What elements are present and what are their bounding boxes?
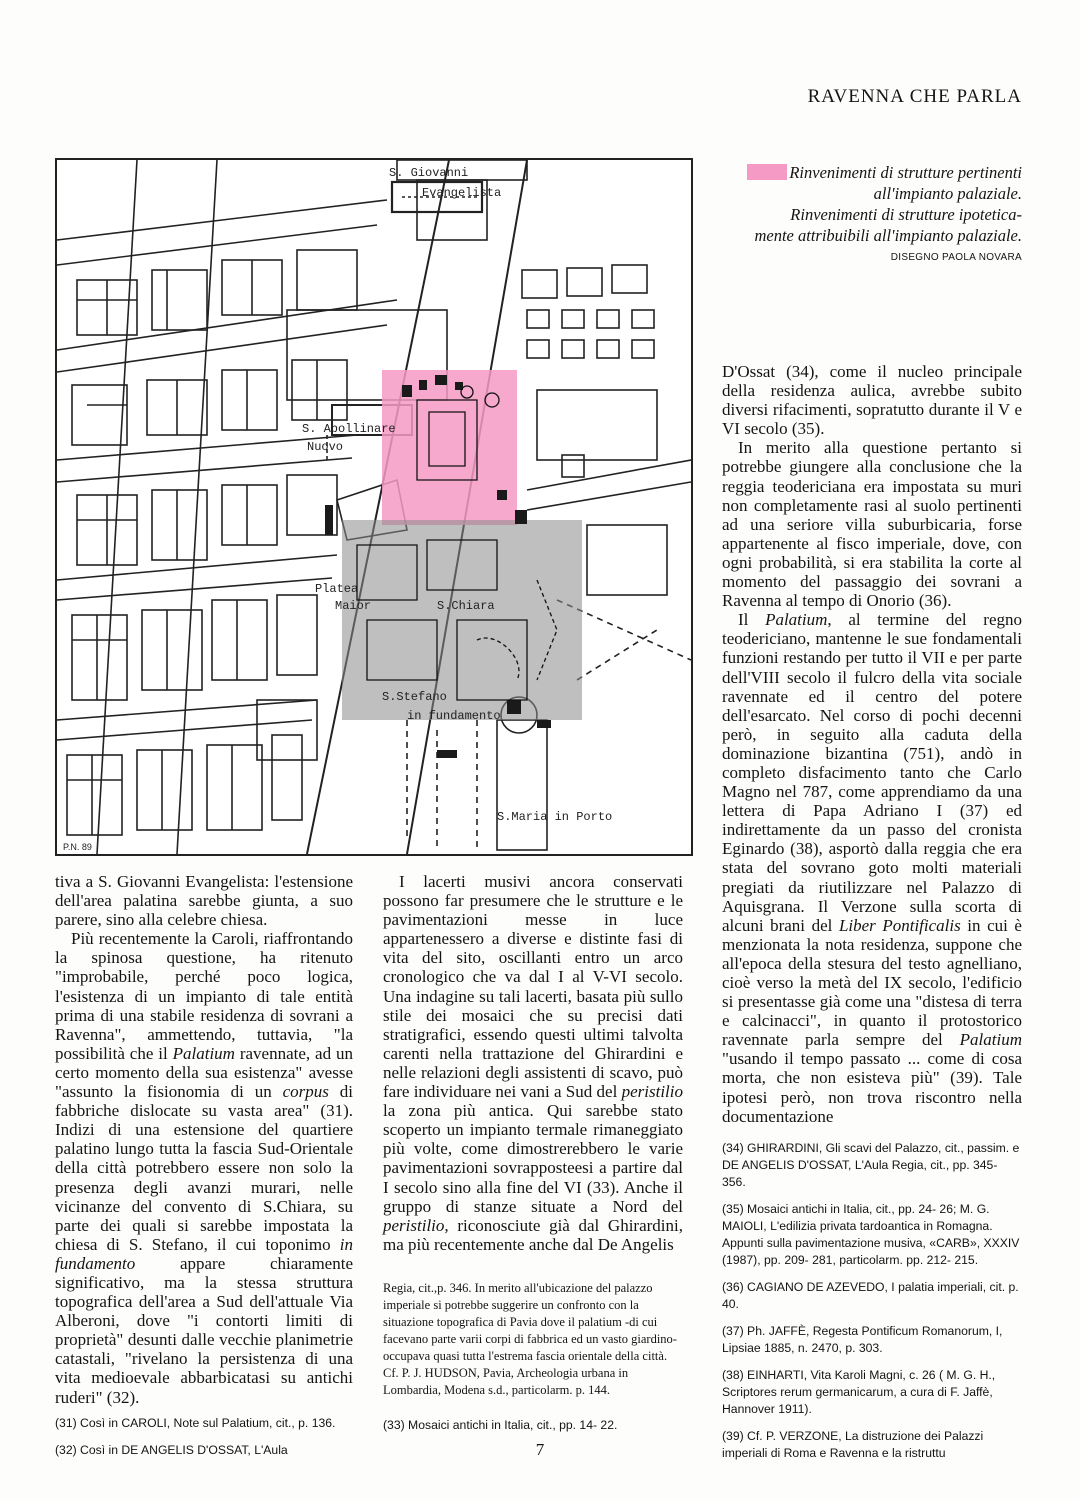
legend-line-1: Rinvenimenti di strutture pertinenti — [722, 162, 1022, 183]
column-2 — [383, 872, 683, 1444]
map-label-stefano-2: in fundamento — [407, 709, 501, 723]
col3-para-3: Il Palatium, al termine del regno teodericiano, mantenne le sue fondamentali funzioni restando per tutto il VII e per parte dell'VIII secolo il fulcro della vita sociale ravennate ed il centro del potere dell'esarcato. Nel corso di pochi decenni però, in seguito alla caduta della dominazione bizantina (751), andò in completo disfacimento tanto che Carlo Magno nel 787, come apprendiamo da una lettera di Papa Adriano I (37) ed indirettamente da un passo del cronista Eginardo (38), asportò dalla reggia che era stata del sovrano goto molti materiali pregiati da riutilizzare nel Palazzo di Aquisgrana. Il Verzone sulla scorta di alcuni brani del Liber Pontificalis in cui è menzionata la nota residenza, suppone che all'epoca della stesura del testo agnelliano, cioè verso la metà del IX secolo, l'edificio si presentasse già come una "distesa di terra e calcinacci", in quanto il protostorico ravennate parla sempre del Palatium "usando il tempo passato ... come di cosa morta, che non esisteva più" (39). Tale ipotesi però, non trova riscontro nella documentazione — [722, 610, 1022, 1126]
map-label-maria: S.Maria in Porto — [497, 810, 613, 824]
map-label-giovanni-2: Evangelista — [422, 186, 502, 200]
footnote-33: (33) Mosaici antichi in Italia, cit., pp. 14- 22. — [383, 1417, 618, 1432]
map-legend — [722, 162, 1022, 246]
map-label-platea-1: Platea — [315, 582, 359, 596]
drawing-credit: DISEGNO PAOLA NOVARA — [890, 252, 1022, 263]
city-map — [55, 158, 693, 856]
footnote-36: (36) CAGIANO DE AZEVEDO, I palatia imperiali, cit. p. 40. — [722, 1279, 1019, 1311]
col3-para-2: In merito alla questione pertanto si potrebbe giungere alla conclusione che la reggia teodericiana era impostata su muri non completamente rasi al suolo pertinenti ad una seriore villa suburbicaria, forse appartenente al fisco imperiale, dove, con ogni probabilità, si era stabilita la corte al momento del passaggio dei sovrani a Ravenna al tempo di Onorio (36). — [722, 438, 1022, 611]
footnote-31: (31) Così in CAROLI, Note sul Palatium, cit., p. 136. — [55, 1415, 336, 1430]
footnote-38: (38) EINHARTI, Vita Karoli Magni, c. 26 ( M. G. H., Scriptores rerum germanicarum, a cura di F. Jaffè, Hannover 1911). — [722, 1367, 996, 1416]
legend-line-2: all'impianto palaziale. — [873, 184, 1022, 203]
legend-line-4: mente attribuibili all'impianto palaziale. — [754, 226, 1022, 245]
col1-para-1: tiva a S. Giovanni Evangelista: l'estensione dell'area palatina sarebbe giunta, a suo parere, sino alla celebre chiesa. — [55, 872, 353, 930]
legend-line-3: Rinvenimenti di strutture ipotetica- — [790, 205, 1022, 224]
footnote-35: (35) Mosaici antichi in Italia, cit., pp. 24- 26; M. G. MAIOLI, L'edilizia privata tardoantica in Romagna. Appunti sulla pavimentazione musiva, «CARB», XXXIV (1987), pp. 209- 281, particolarm. pp. 212- 215. — [722, 1201, 1020, 1267]
footnote-34: (34) GHIRARDINI, Gli scavi del Palazzo, cit., passim. e DE ANGELIS D'OSSAT, L'Aula Regia, cit., pp. 345- 356. — [722, 1140, 1020, 1189]
map-label-apollinare-1: S. Apollinare — [302, 422, 396, 436]
map-label-apollinare-2: Nuovo — [307, 440, 344, 454]
column-1 — [55, 872, 353, 1469]
column-3 — [722, 362, 1022, 1472]
footnote-39: (39) Cf. P. VERZONE, La distruzione dei Palazzi imperiali di Roma e Ravenna e la ristruttu — [722, 1428, 984, 1460]
running-title: RAVENNA CHE PARLA — [807, 86, 1022, 107]
col1-para-2: Più recentemente la Caroli, riaffrontando la spinosa questione, ha ritenuto "improbabile, perché poco logica, l'esistenza di un impianto di tale entità prima di una stabile residenza di sovrani a Ravenna", ammettendo, tuttavia, "la possibilità che il Palatium ravennate, ad un certo momento della sua esistenza" avesse "assunto la fisionomia di un corpus di fabbriche dislocate su vasta area" (31). Indizi di una estensione del quartiere palatino lungo tutta la fascia Sud-Orientale della città potrebbero essere non solo la presenza degli avanzi murari, nelle vicinanze del convento di S.Chiara, su parte dei quali si sarebbe impostata la chiesa di S. Stefano, il cui toponimo in fundamento appare chiaramente significativo, ma la stessa struttura topografica dell'area a Sud dell'attuale Via Alberoni, dove "i contorti limiti di proprietà" desunti dalle vecchie planimetrie catastali, "rivelano la persistenza di una vita medioevale abbarbicatasi su antichi ruderi" (32). — [55, 929, 353, 1407]
map-label-platea-2: Maior — [335, 599, 372, 613]
col3-para-1: D'Ossat (34), come il nucleo principale della residenza aulica, avrebbe subito diversi rifacimenti, sopratutto durante il V e VI secolo (35). — [722, 362, 1022, 439]
map-label-giovanni-1: S. Giovanni — [389, 166, 469, 180]
map-label-stefano-1: S.Stefano — [382, 690, 447, 704]
footnote-32: (32) Così in DE ANGELIS D'OSSAT, L'Aula — [55, 1442, 288, 1457]
map-label-chiara: S.Chiara — [437, 599, 495, 613]
page-number: 7 — [535, 1440, 545, 1459]
pink-swatch-icon — [747, 164, 787, 180]
footnote-32-continued: Regia, cit.,p. 346. In merito all'ubicazione del palazzo imperiale si potrebbe suggerire un confronto con la situazione topografica di Pavia dove il palatium -di cui facevano parte varii corpi di fabbrica ed un vasto giardino- occupava quasi tutta l'estrema fascia orientale della città. Cf. P. J. HUDSON, Pavia, Archeologia urbana in Lombardia, Modena s.d., particolarm. p. 144. — [383, 1280, 677, 1397]
col2-para-1: I lacerti musivi ancora conservati possono far presumere che le strutture e le pavimentazioni messe in luce appartenessero a diverse e distinte fasi di vita del sito, oscillanti entro un arco cronologico che va dal I al V-VI secolo. Una indagine su tali lacerti, basata più sullo stile dei mosaici che su precisi dati stratigrafici, essendo questi ultimi talvolta carenti nella trattazione del Ghirardini e nelle relazioni degli assistenti di scavo, può fare individuare nei vani a Sud del peristilio la zona più antica. Qui sarebbe stato scoperto un impianto termale rimaneggiato più volte, come dimostrerebbero le varie pavimentazioni sovrapposteesi a partire dal I secolo sino alla fine del VI (33). Anche il gruppo di stanze situate a Nord del peristilio, riconosciute già dal Ghirardini, ma più recentemente anche dal De Angelis — [383, 872, 683, 1254]
footnote-37: (37) Ph. JAFFÈ, Regesta Pontificum Romanorum, I, Lipsiae 1885, n. 2470, p. 303. — [722, 1323, 1003, 1355]
map-signature: P.N. 89 — [63, 842, 92, 852]
